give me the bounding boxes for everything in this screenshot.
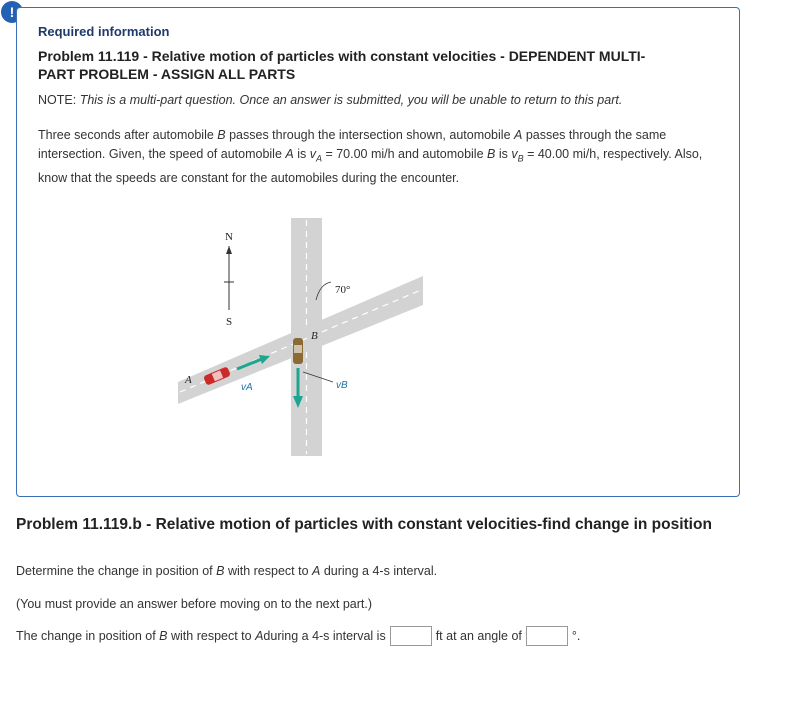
required-information-heading: Required information — [38, 24, 170, 39]
statement-text: = 40.00 mi/h, respectively. Also, know that the speeds are constant for the automobiles during the encounter. — [38, 147, 703, 185]
answer-instruction: (You must provide an answer before moving on to the next part.) — [16, 597, 372, 611]
question-var: B — [216, 564, 225, 578]
statement-text: passes through the intersection shown, automobile — [225, 128, 514, 142]
question-part: with respect to — [224, 564, 313, 578]
angle-label: 70° — [335, 284, 351, 296]
question-var: A — [312, 564, 321, 578]
problem-title: Problem 11.119 - Relative motion of particles with constant velocities - DEPENDENT MULTI-PART PROBLEM - ASSIGN ALL PARTS — [38, 48, 646, 82]
answer-var: B — [159, 629, 168, 643]
car-b-window — [294, 345, 302, 353]
speed-a-subscript: A — [315, 153, 322, 164]
speed-b-subscript: B — [517, 153, 524, 164]
car-a-label: A — [185, 374, 192, 386]
answer-text: The change in position of — [16, 629, 156, 643]
statement-text: passes through the same intersection. Given, the speed of automobile — [38, 128, 667, 161]
question-part: during a 4-s interval. — [320, 564, 438, 578]
statement-text: is — [495, 147, 512, 161]
speed-a-symbol: v — [309, 147, 316, 161]
statement-text: Three seconds after automobile — [38, 128, 218, 142]
statement-var: B — [487, 147, 496, 161]
statement-text: is — [293, 147, 310, 161]
speed-b-symbol: v — [511, 147, 518, 161]
answer-text: with respect to — [171, 629, 252, 643]
statement-text: = 70.00 mi/h and automobile — [321, 147, 488, 161]
statement-var: A — [285, 147, 294, 161]
question-part: Determine the change in position of — [16, 564, 217, 578]
question-text — [16, 564, 437, 578]
north-arrow-icon — [226, 246, 232, 254]
statement-var: B — [217, 128, 226, 142]
south-label: S — [225, 316, 233, 328]
answer-var: A — [255, 629, 264, 643]
note-label: NOTE: — [38, 93, 77, 107]
angle-input[interactable] — [526, 626, 568, 646]
north-label: N — [225, 231, 233, 243]
part-title: Problem 11.119.b - Relative motion of particles with constant velocities-find change in position — [16, 516, 712, 533]
car-b-label: B — [311, 330, 318, 342]
problem-statement — [38, 126, 703, 188]
velocity-a-label: vA — [241, 382, 253, 393]
note — [38, 92, 693, 109]
degree-symbol: °. — [571, 629, 581, 643]
answer-text: during a 4-s interval is — [263, 629, 386, 643]
distance-input[interactable] — [390, 626, 432, 646]
alert-icon: ! — [1, 1, 23, 23]
velocity-b-label: vB — [336, 380, 348, 391]
answer-unit: ft at an angle of — [435, 629, 522, 643]
answer-row — [16, 626, 580, 646]
intersection-figure — [165, 212, 435, 462]
statement-var: A — [514, 128, 523, 142]
note-text: This is a multi-part question. Once an answer is submitted, you will be unable to return to this part. — [79, 93, 623, 107]
intersection-diagram — [165, 212, 435, 462]
